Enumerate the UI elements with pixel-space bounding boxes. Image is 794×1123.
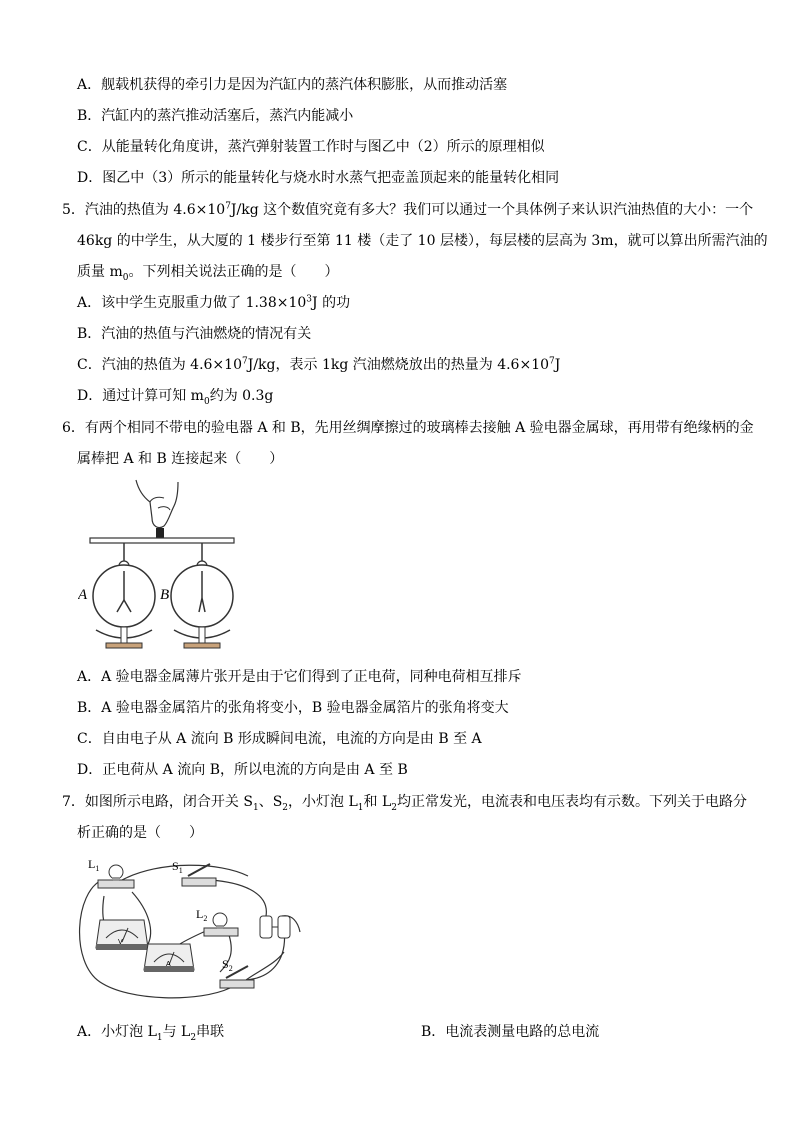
battery (260, 916, 290, 938)
q5-stem-line3 (77, 262, 338, 282)
option-label: C． (77, 731, 102, 747)
superscript: 7 (225, 201, 231, 212)
subscript: 2 (190, 1032, 197, 1043)
q6-option-b (77, 698, 509, 718)
option-text: A 验电器金属薄片张开是由于它们得到了正电荷，同种电荷相互排斥 (101, 669, 522, 685)
q7-stem-line2 (77, 823, 203, 843)
stem-text: 46kg 的中学生，从大厦的 1 楼步行至第 11 楼（走了 10 层楼），每层楼的层高为 3m，就可以算出所需汽油的 (77, 233, 768, 249)
q6-option-a (77, 667, 522, 687)
option-text: 串联 (196, 1024, 225, 1040)
q6-stem-line2 (77, 449, 283, 469)
option-label: C． (77, 357, 102, 373)
q6-option-c (77, 729, 482, 749)
option-text: 汽油的热值与汽油燃烧的情况有关 (101, 326, 312, 342)
option-text: 约为 0.3g (209, 388, 274, 404)
q5-stem-line2 (77, 231, 768, 251)
option-text: 从能量转化角度讲，蒸汽弹射装置工作时与图乙中（2）所示的原理相似 (101, 139, 545, 155)
option-text: 舰载机获得的牵引力是因为汽缸内的蒸汽体积膨胀，从而推动活塞 (101, 77, 508, 93)
subscript: 1 (252, 802, 259, 813)
stem-text: 质量 m (77, 264, 123, 280)
q5-option-a (77, 293, 350, 313)
stem-text: 汽油的热值为 4.6×10 (84, 202, 226, 218)
option-text: 该中学生克服重力做了 1.38×10 (101, 295, 307, 311)
option-label: A． (77, 669, 102, 685)
stem-text: 属棒把 A 和 B 连接起来（ ） (77, 451, 284, 467)
hand-illustration (136, 480, 178, 528)
switch-s1 (182, 864, 216, 886)
label-l2: $L_2$ (196, 907, 208, 923)
superscript: 3 (306, 294, 313, 305)
label-s1: $S_1$ (172, 859, 183, 875)
question-number: 6． (62, 420, 85, 436)
option-label: A． (77, 1024, 102, 1040)
stem-text: 和 L (363, 794, 392, 810)
superscript: 7 (549, 356, 555, 367)
lamp-l2 (204, 913, 238, 936)
option-text: 汽油的热值为 4.6×10 (101, 357, 242, 373)
option-label: C． (77, 139, 102, 155)
option-label: A． (77, 295, 102, 311)
option-text: 正电荷从 A 流向 B，所以电流的方向是由 A 至 B (102, 762, 408, 778)
q5-option-c (77, 355, 560, 375)
voltmeter-label: V (118, 939, 123, 946)
electroscope-figure (78, 478, 248, 658)
voltmeter (96, 920, 148, 950)
q6-stem-line1 (62, 418, 754, 438)
stem-text: 有两个相同不带电的验电器 A 和 B，先用丝绸摩擦过的玻璃棒去接触 A 验电器金属球，再用带有绝缘柄的金 (84, 420, 754, 436)
subscript: 1 (156, 1032, 163, 1043)
option-text: 电流表测量电路的总电流 (445, 1024, 600, 1040)
stem-text: J/kg 这个数值究竟有多大？我们可以通过一个具体例子来认识汽油热值的大小：一个 (230, 202, 754, 218)
insulated-handle (156, 528, 164, 538)
question-number: 7． (62, 794, 85, 810)
option-label: B． (421, 1024, 446, 1040)
option-text: 图乙中（3）所示的能量转化与烧水时水蒸气把壶盖顶起来的能量转化相同 (102, 170, 560, 186)
q4-option-b (77, 106, 353, 126)
option-text: 自由电子从 A 流向 B 形成瞬间电流，电流的方向是由 B 至 A (101, 731, 482, 747)
q4-option-d (77, 168, 559, 188)
circuit-figure (70, 852, 310, 1012)
subscript: 1 (357, 802, 364, 813)
label-a: A (78, 587, 88, 603)
subscript: 2 (282, 802, 289, 813)
electroscope-b (171, 543, 233, 648)
option-label: D． (77, 388, 103, 404)
subscript: 0 (203, 396, 210, 407)
q7-option-b (421, 1022, 599, 1042)
stem-text: 、S (258, 794, 283, 810)
option-label: D． (77, 170, 103, 186)
label-b: B (160, 587, 170, 603)
metal-rod (90, 538, 234, 543)
option-label: B． (77, 108, 102, 124)
subscript: 2 (391, 802, 397, 813)
question-number: 5． (62, 202, 85, 218)
q5-option-b (77, 324, 311, 344)
q4-option-a (77, 75, 507, 95)
option-label: A． (77, 77, 102, 93)
stem-text: 如图所示电路，闭合开关 S (84, 794, 253, 810)
q7-stem-line1 (62, 792, 747, 812)
superscript: 7 (241, 356, 248, 367)
option-text: 小灯泡 L (101, 1024, 157, 1040)
stem-text: 均正常发光，电流表和电压表均有示数。下列关于电路分 (397, 794, 747, 810)
option-text: J 的功 (312, 295, 351, 311)
option-label: B． (77, 326, 102, 342)
option-text: 汽缸内的蒸汽推动活塞后，蒸汽内能减小 (101, 108, 354, 124)
stem-text: ，小灯泡 L (288, 794, 358, 810)
q5-option-d (77, 386, 273, 406)
option-label: B． (77, 700, 102, 716)
stem-text: 析正确的是（ ） (77, 825, 203, 841)
option-text: J (554, 357, 561, 373)
option-label: D． (77, 762, 103, 778)
electroscope-a (93, 543, 155, 648)
ammeter-label: A (166, 961, 171, 968)
option-text: J/kg，表示 1kg 汽油燃烧放出的热量为 4.6×10 (247, 357, 550, 373)
option-text: 通过计算可知 m (102, 388, 204, 404)
option-text: 与 L (162, 1024, 191, 1040)
q7-option-a (77, 1022, 224, 1042)
option-text: A 验电器金属箔片的张角将变小，B 验电器金属箔片的张角将变大 (101, 700, 509, 716)
q5-stem-line1 (62, 200, 753, 220)
subscript: 0 (122, 272, 129, 283)
label-l1: $L_1$ (88, 857, 100, 873)
ammeter (144, 944, 194, 972)
q4-option-c (77, 137, 545, 157)
label-s2: $S_2$ (222, 957, 233, 973)
stem-text: 。下列相关说法正确的是（ ） (128, 264, 339, 280)
q6-option-d (77, 760, 408, 780)
